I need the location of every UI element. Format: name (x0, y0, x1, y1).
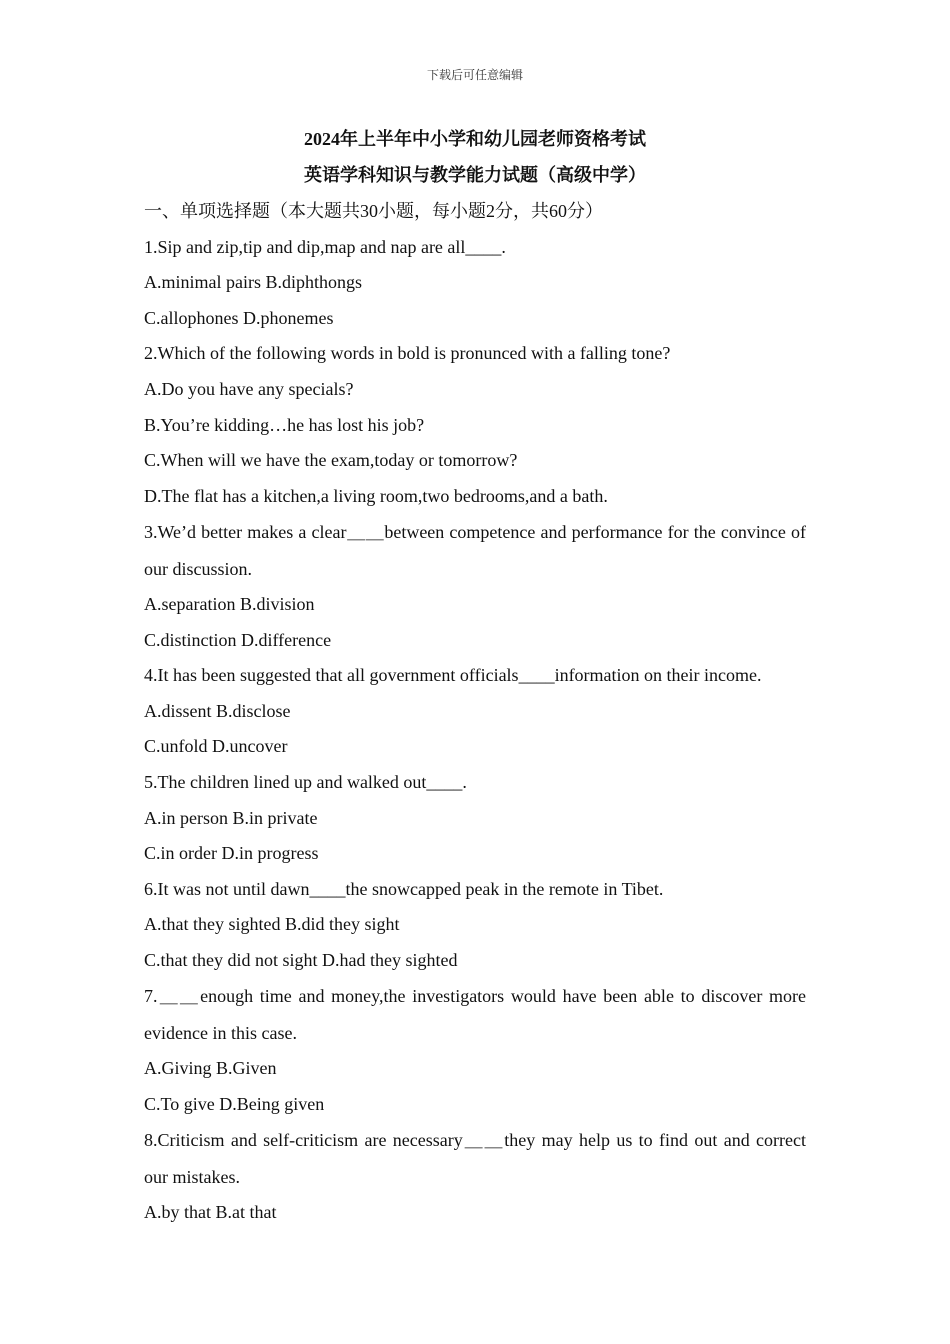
question-stem: 5.The children lined up and walked out____. (144, 771, 467, 792)
section-heading: 一、单项选择题（本大题共30小题，每小题2分，共60分） (144, 201, 603, 221)
question-option: B.You’re kidding…he has lost his job? (144, 414, 425, 435)
question-stem: 6.It was not until dawn____the snowcapped peak in the remote in Tibet. (144, 878, 664, 899)
question-stem: 3.We’d better makes a clear＿＿between competence and performance for the convince of our discussion. (144, 522, 806, 580)
question-option: C.To give D.Being given (144, 1093, 325, 1114)
question-stem: 2.Which of the following words in bold is pronunced with a falling tone? (144, 343, 671, 364)
header-note: 下载后可任意编辑 (426, 68, 523, 82)
question-option: A.by that B.at that (144, 1201, 277, 1222)
question-option: A.separation B.division (144, 593, 315, 614)
question-3 (144, 514, 806, 658)
question-6 (144, 872, 806, 979)
question-option: A.Giving B.Given (144, 1058, 277, 1079)
question-option: A.that they sighted B.did they sight (144, 914, 400, 935)
question-option: A.in person B.in private (144, 807, 318, 828)
question-stem: 4.It has been suggested that all government officials____information on their income. (144, 665, 762, 686)
question-option: C.that they did not sight D.had they sighted (144, 949, 458, 970)
question-option: C.unfold D.uncover (144, 736, 288, 757)
question-option: C.in order D.in progress (144, 843, 319, 864)
question-option: D.The flat has a kitchen,a living room,two bedrooms,and a bath. (144, 485, 608, 506)
question-stem: 7.＿＿enough time and money,the investigators would have been able to discover more evidence in this case. (144, 986, 806, 1044)
question-option: C.distinction D.difference (144, 629, 332, 650)
question-option: A.dissent B.disclose (144, 700, 291, 721)
question-stem: 1.Sip and zip,tip and dip,map and nap are all____. (144, 236, 506, 257)
question-option: C.allophones D.phonemes (144, 307, 334, 328)
question-option: C.When will we have the exam,today or tomorrow? (144, 450, 518, 471)
exam-subtitle: 英语学科知识与教学能力试题（高级中学） (304, 165, 646, 185)
exam-title: 2024年上半年中小学和幼儿园老师资格考试 (304, 129, 646, 149)
question-5 (144, 765, 806, 872)
question-option: A.Do you have any specials? (144, 378, 354, 399)
question-list (144, 194, 806, 1230)
question-7 (144, 978, 806, 1122)
question-stem: 8.Criticism and self-criticism are necessary＿＿they may help us to find out and correct our mistakes. (144, 1130, 806, 1188)
question-1 (144, 230, 806, 337)
question-4 (144, 658, 806, 765)
question-option: A.minimal pairs B.diphthongs (144, 272, 362, 293)
question-8 (144, 1122, 806, 1230)
question-2 (144, 336, 806, 514)
